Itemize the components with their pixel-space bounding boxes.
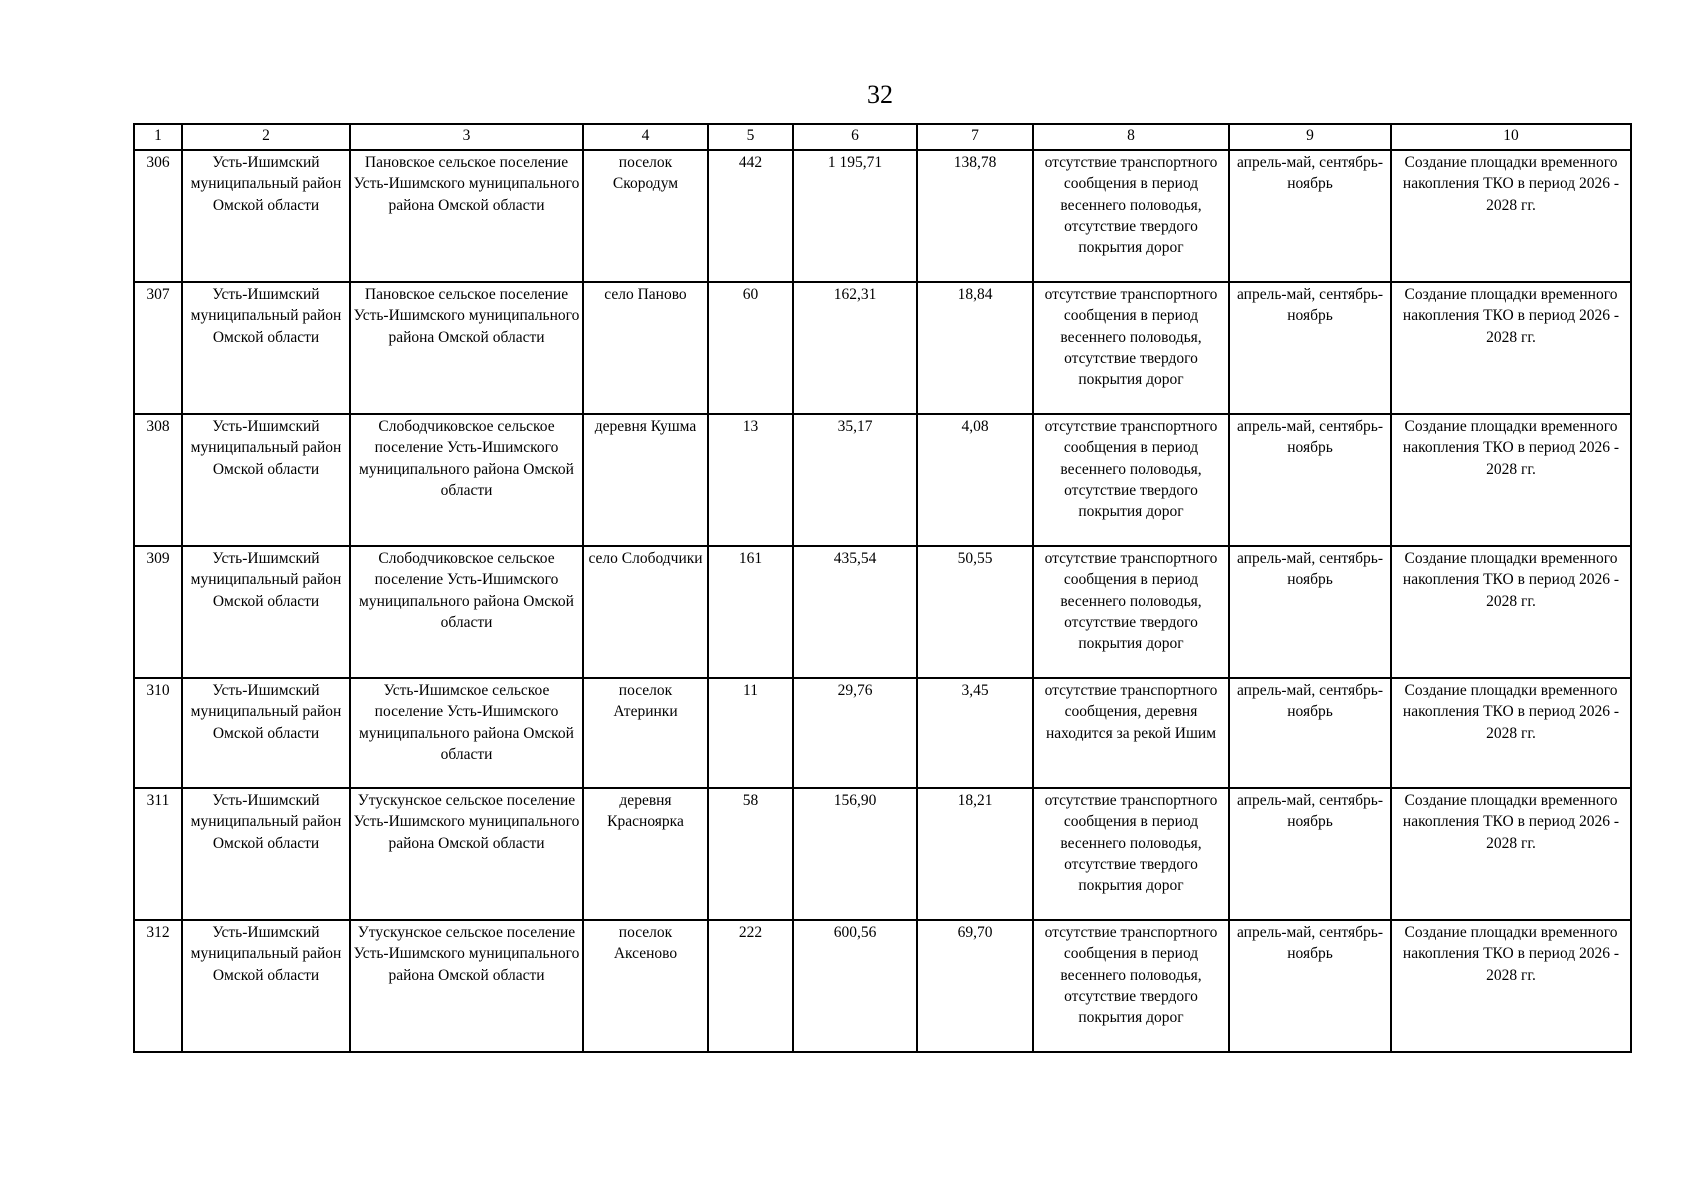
row-number: 307 [134,282,182,414]
locality-cell: поселок Атеринки [583,678,708,788]
settlement-cell: Слободчиковское сельское поселение Усть-Ишимского муниципального района Омской области [350,546,583,678]
value7-cell: 69,70 [917,920,1033,1052]
column-number: 6 [793,124,917,150]
measure-cell: Создание площадки временного накопления ТКО в период 2026 - 2028 гг. [1391,414,1631,546]
district-cell: Усть-Ишимский муниципальный район Омской области [182,788,350,920]
measure-cell: Создание площадки временного накопления ТКО в период 2026 - 2028 гг. [1391,150,1631,282]
table-row [134,414,1631,546]
row-number: 311 [134,788,182,920]
column-number: 5 [708,124,793,150]
locality-cell: село Паново [583,282,708,414]
period-cell: апрель-май, сентябрь-ноябрь [1229,678,1391,788]
value7-cell: 3,45 [917,678,1033,788]
district-cell: Усть-Ишимский муниципальный район Омской области [182,414,350,546]
measure-cell: Создание площадки временного накопления ТКО в период 2026 - 2028 гг. [1391,678,1631,788]
row-number: 306 [134,150,182,282]
period-cell: апрель-май, сентябрь-ноябрь [1229,788,1391,920]
measure-cell: Создание площадки временного накопления ТКО в период 2026 - 2028 гг. [1391,788,1631,920]
settlement-cell: Утускунское сельское поселение Усть-Ишимского муниципального района Омской области [350,788,583,920]
table-body [134,124,1631,1052]
value7-cell: 50,55 [917,546,1033,678]
value7-cell: 18,21 [917,788,1033,920]
row-number: 310 [134,678,182,788]
value6-cell: 600,56 [793,920,917,1052]
value7-cell: 138,78 [917,150,1033,282]
reason-cell: отсутствие транспортного сообщения в период весеннего половодья, отсутствие твердого покрытия дорог [1033,920,1229,1052]
table-row [134,920,1631,1052]
period-cell: апрель-май, сентябрь-ноябрь [1229,414,1391,546]
reason-cell: отсутствие транспортного сообщения в период весеннего половодья, отсутствие твердого покрытия дорог [1033,150,1229,282]
settlement-cell: Утускунское сельское поселение Усть-Ишимского муниципального района Омской области [350,920,583,1052]
table-row [134,788,1631,920]
reason-cell: отсутствие транспортного сообщения в период весеннего половодья, отсутствие твердого покрытия дорог [1033,788,1229,920]
row-number: 309 [134,546,182,678]
measure-cell: Создание площадки временного накопления ТКО в период 2026 - 2028 гг. [1391,546,1631,678]
table-row [134,150,1631,282]
column-number: 3 [350,124,583,150]
value6-cell: 35,17 [793,414,917,546]
measure-cell: Создание площадки временного накопления ТКО в период 2026 - 2028 гг. [1391,282,1631,414]
value6-cell: 435,54 [793,546,917,678]
reason-cell: отсутствие транспортного сообщения, деревня находится за рекой Ишим [1033,678,1229,788]
settlement-cell: Пановское сельское поселение Усть-Ишимского муниципального района Омской области [350,282,583,414]
population-cell: 58 [708,788,793,920]
population-cell: 161 [708,546,793,678]
district-cell: Усть-Ишимский муниципальный район Омской области [182,282,350,414]
settlement-cell: Пановское сельское поселение Усть-Ишимского муниципального района Омской области [350,150,583,282]
locality-cell: поселок Аксеново [583,920,708,1052]
table-row [134,282,1631,414]
settlements-table [133,123,1632,1053]
population-cell: 13 [708,414,793,546]
locality-cell: поселок Скородум [583,150,708,282]
reason-cell: отсутствие транспортного сообщения в период весеннего половодья, отсутствие твердого покрытия дорог [1033,282,1229,414]
value6-cell: 29,76 [793,678,917,788]
district-cell: Усть-Ишимский муниципальный район Омской области [182,678,350,788]
period-cell: апрель-май, сентябрь-ноябрь [1229,150,1391,282]
value6-cell: 1 195,71 [793,150,917,282]
column-number: 1 [134,124,182,150]
column-number: 4 [583,124,708,150]
column-number: 2 [182,124,350,150]
column-number: 9 [1229,124,1391,150]
table-row [134,678,1631,788]
column-number: 10 [1391,124,1631,150]
locality-cell: деревня Красноярка [583,788,708,920]
value7-cell: 4,08 [917,414,1033,546]
reason-cell: отсутствие транспортного сообщения в период весеннего половодья, отсутствие твердого покрытия дорог [1033,414,1229,546]
population-cell: 442 [708,150,793,282]
population-cell: 222 [708,920,793,1052]
value7-cell: 18,84 [917,282,1033,414]
page-number: 32 [867,80,893,109]
population-cell: 11 [708,678,793,788]
population-cell: 60 [708,282,793,414]
table-row [134,546,1631,678]
row-number: 312 [134,920,182,1052]
district-cell: Усть-Ишимский муниципальный район Омской области [182,546,350,678]
period-cell: апрель-май, сентябрь-ноябрь [1229,282,1391,414]
reason-cell: отсутствие транспортного сообщения в период весеннего половодья, отсутствие твердого покрытия дорог [1033,546,1229,678]
district-cell: Усть-Ишимский муниципальный район Омской области [182,150,350,282]
district-cell: Усть-Ишимский муниципальный район Омской области [182,920,350,1052]
column-number-row [134,124,1631,150]
locality-cell: деревня Кушма [583,414,708,546]
locality-cell: село Слободчики [583,546,708,678]
settlement-cell: Усть-Ишимское сельское поселение Усть-Ишимского муниципального района Омской области [350,678,583,788]
period-cell: апрель-май, сентябрь-ноябрь [1229,546,1391,678]
value6-cell: 162,31 [793,282,917,414]
column-number: 8 [1033,124,1229,150]
row-number: 308 [134,414,182,546]
measure-cell: Создание площадки временного накопления ТКО в период 2026 - 2028 гг. [1391,920,1631,1052]
column-number: 7 [917,124,1033,150]
period-cell: апрель-май, сентябрь-ноябрь [1229,920,1391,1052]
value6-cell: 156,90 [793,788,917,920]
settlement-cell: Слободчиковское сельское поселение Усть-Ишимского муниципального района Омской области [350,414,583,546]
